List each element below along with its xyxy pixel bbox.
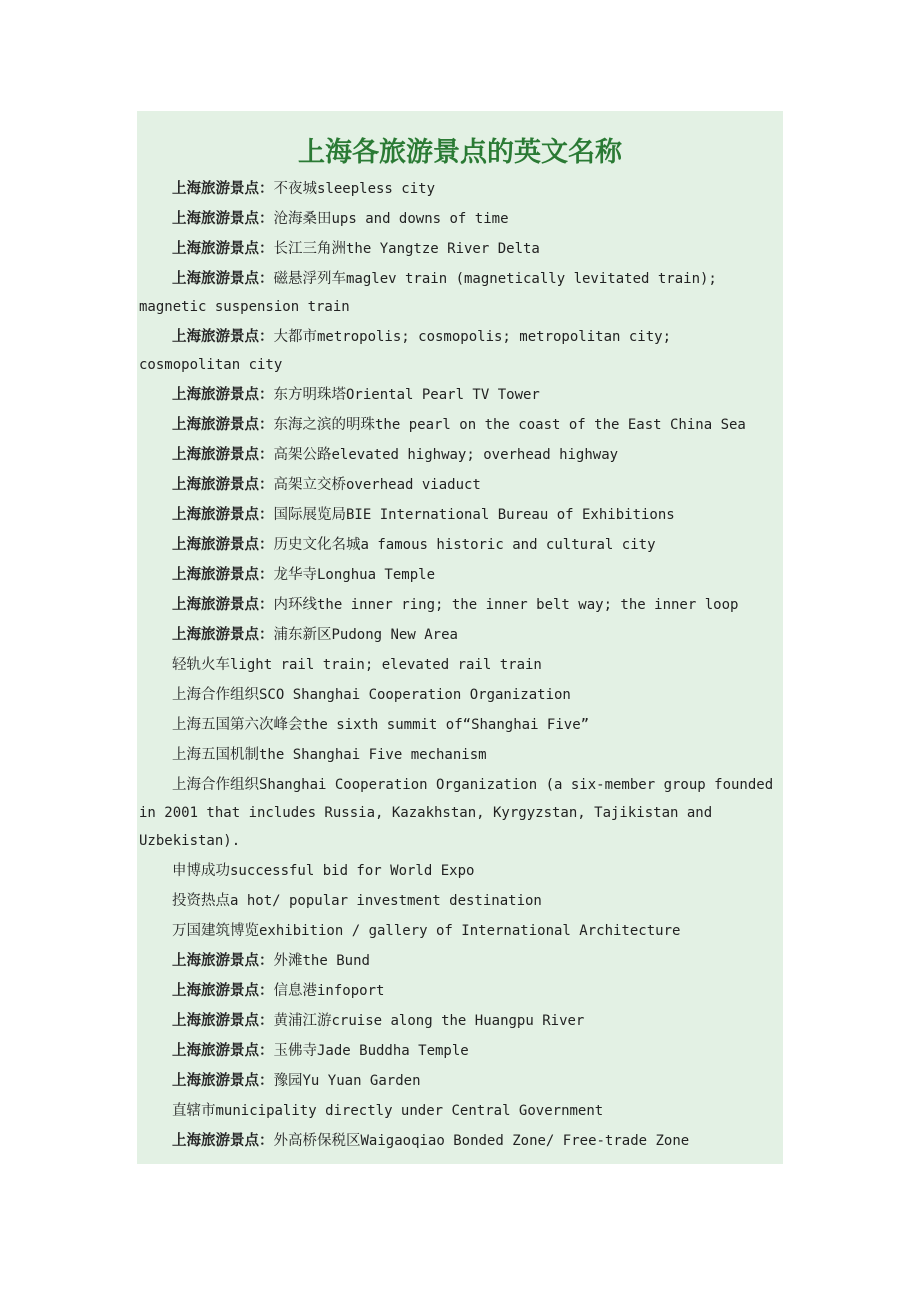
- entry-row: [139, 712, 779, 742]
- entry-chinese: 外滩: [273, 953, 303, 969]
- entry-label: 上海旅游景点：: [172, 241, 274, 257]
- entry-english-continued: cosmopolitan city: [139, 357, 283, 373]
- entry-chinese: 直辖市: [172, 1103, 216, 1119]
- entry-label: 上海旅游景点：: [172, 597, 274, 613]
- entry-chinese: 高架立交桥: [273, 477, 346, 493]
- entry-english: the Shanghai Five mechanism: [259, 747, 487, 763]
- entry-label: 上海旅游景点：: [172, 567, 274, 583]
- entry-chinese: 东方明珠塔: [273, 387, 346, 403]
- entry-english: elevated highway; overhead highway: [331, 447, 619, 463]
- entry-label: 上海旅游景点：: [172, 329, 274, 345]
- entry-english: Longhua Temple: [317, 567, 436, 583]
- entry-row: [139, 742, 779, 772]
- entry-chinese: 大都市: [273, 329, 317, 345]
- entry-english-continued: in 2001 that includes Russia, Kazakhstan, Kyrgyzstan, Tajikistan and: [139, 805, 713, 821]
- entry-chinese: 上海五国机制: [172, 747, 259, 763]
- entry-continuation: [139, 294, 779, 324]
- entry-english: SCO Shanghai Cooperation Organization: [259, 687, 571, 703]
- entry-row: [139, 382, 779, 412]
- entry-label: 上海旅游景点：: [172, 447, 274, 463]
- entry-english: Oriental Pearl TV Tower: [346, 387, 540, 403]
- entry-chinese: 沧海桑田: [273, 211, 332, 227]
- entry-label: 上海旅游景点：: [172, 417, 274, 433]
- entry-row: [139, 772, 779, 800]
- entry-english: Shanghai Cooperation Organization (a six-member group founded: [259, 777, 774, 793]
- entry-english: ups and downs of time: [331, 211, 509, 227]
- entry-english: Waigaoqiao Bonded Zone/ Free-trade Zone: [360, 1133, 690, 1149]
- entry-row: [139, 176, 779, 206]
- entry-label: 上海旅游景点：: [172, 1013, 274, 1029]
- entry-row: [139, 918, 779, 948]
- entry-row: [139, 562, 779, 592]
- entry-chinese: 长江三角洲: [273, 241, 346, 257]
- entry-chinese: 上海五国第六次峰会: [172, 717, 303, 733]
- entry-label: 上海旅游景点：: [172, 1043, 274, 1059]
- entry-english: a hot/ popular investment destination: [230, 893, 542, 909]
- entry-english: maglev train (magnetically levitated train);: [346, 271, 717, 287]
- entry-chinese: 豫园: [273, 1073, 303, 1089]
- entry-continuation: [139, 800, 779, 828]
- entry-label: 上海旅游景点：: [172, 537, 274, 553]
- entry-chinese: 东海之滨的明珠: [273, 417, 375, 433]
- entry-chinese: 内环线: [273, 597, 317, 613]
- entry-english: the sixth summit of“Shanghai Five”: [302, 717, 590, 733]
- entry-english: Pudong New Area: [331, 627, 458, 643]
- entry-chinese: 高架公路: [273, 447, 332, 463]
- entry-english: the pearl on the coast of the East China Sea: [375, 417, 746, 433]
- entry-row: [139, 1128, 779, 1158]
- entry-label: 上海旅游景点：: [172, 271, 274, 287]
- entry-label: 上海旅游景点：: [172, 477, 274, 493]
- entry-label: 上海旅游景点：: [172, 983, 274, 999]
- entry-label: 上海旅游景点：: [172, 1133, 274, 1149]
- entry-continuation: [139, 352, 779, 382]
- entry-chinese: 轻轨火车: [172, 657, 230, 673]
- entry-chinese: 投资热点: [172, 893, 230, 909]
- entry-english: infoport: [317, 983, 385, 999]
- entry-english: successful bid for World Expo: [230, 863, 475, 879]
- entry-english: Jade Buddha Temple: [317, 1043, 469, 1059]
- entry-row: [139, 1038, 779, 1068]
- entry-chinese: 信息港: [273, 983, 317, 999]
- entry-continuation: [139, 828, 779, 858]
- entry-row: [139, 412, 779, 442]
- entry-row: [139, 1008, 779, 1038]
- entry-row: [139, 978, 779, 1008]
- entry-english: light rail train; elevated rail train: [230, 657, 542, 673]
- entry-label: 上海旅游景点：: [172, 181, 274, 197]
- entry-label: 上海旅游景点：: [172, 953, 274, 969]
- entry-row: [139, 622, 779, 652]
- entry-row: [139, 1068, 779, 1098]
- entry-row: [139, 948, 779, 978]
- entry-label: 上海旅游景点：: [172, 387, 274, 403]
- entry-english: cruise along the Huangpu River: [331, 1013, 585, 1029]
- entry-english-continued: magnetic suspension train: [139, 299, 350, 315]
- entry-chinese: 浦东新区: [273, 627, 332, 643]
- entry-label: 上海旅游景点：: [172, 211, 274, 227]
- entry-list: [139, 176, 779, 1158]
- entry-label: 上海旅游景点：: [172, 627, 274, 643]
- entry-row: [139, 324, 779, 352]
- entry-row: [139, 682, 779, 712]
- entry-chinese: 龙华寺: [273, 567, 317, 583]
- entry-row: [139, 472, 779, 502]
- entry-chinese: 不夜城: [273, 181, 317, 197]
- entry-english: metropolis; cosmopolis; metropolitan city;: [317, 329, 672, 345]
- entry-english: the Bund: [302, 953, 370, 969]
- entry-chinese: 历史文化名城: [273, 537, 361, 553]
- entry-chinese: 黄浦江游: [273, 1013, 332, 1029]
- entry-chinese: 磁悬浮列车: [273, 271, 346, 287]
- entry-row: [139, 266, 779, 294]
- entry-row: [139, 858, 779, 888]
- entry-row: [139, 442, 779, 472]
- entry-english: the inner ring; the inner belt way; the inner loop: [317, 597, 739, 613]
- entry-english: exhibition / gallery of International Architecture: [259, 923, 681, 939]
- entry-row: [139, 652, 779, 682]
- entry-chinese: 万国建筑博览: [172, 923, 259, 939]
- entry-english: Yu Yuan Garden: [302, 1073, 421, 1089]
- entry-chinese: 上海合作组织: [172, 687, 259, 703]
- entry-row: [139, 236, 779, 266]
- entry-label: 上海旅游景点：: [172, 507, 274, 523]
- entry-row: [139, 592, 779, 622]
- entry-row: [139, 1098, 779, 1128]
- entry-english: BIE International Bureau of Exhibitions: [346, 507, 675, 523]
- page-title: 上海各旅游景点的英文名称: [298, 137, 622, 168]
- entry-chinese: 国际展览局: [273, 507, 346, 523]
- entry-label: 上海旅游景点：: [172, 1073, 274, 1089]
- entry-chinese: 玉佛寺: [273, 1043, 317, 1059]
- entry-english: municipality directly under Central Government: [215, 1103, 604, 1119]
- entry-chinese: 外高桥保税区: [273, 1133, 361, 1149]
- entry-english: the Yangtze River Delta: [346, 241, 540, 257]
- entry-english-continued: Uzbekistan).: [139, 833, 241, 849]
- entry-chinese: 申博成功: [172, 863, 230, 879]
- entry-row: [139, 502, 779, 532]
- entry-chinese: 上海合作组织: [172, 777, 259, 793]
- entry-english: sleepless city: [317, 181, 436, 197]
- entry-english: a famous historic and cultural city: [360, 537, 656, 553]
- entry-english: overhead viaduct: [346, 477, 481, 493]
- entry-row: [139, 532, 779, 562]
- entry-row: [139, 888, 779, 918]
- entry-row: [139, 206, 779, 236]
